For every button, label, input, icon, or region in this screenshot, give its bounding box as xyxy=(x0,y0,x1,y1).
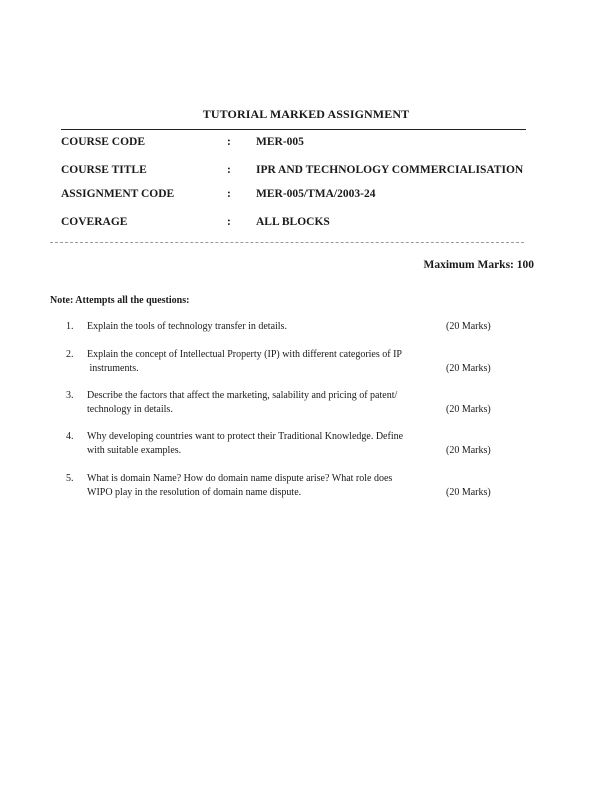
question-line: with suitable examples. xyxy=(87,445,182,456)
question-number: 1. xyxy=(66,321,74,332)
question-line: Why developing countries want to protect their Traditional Knowledge. Define xyxy=(87,431,404,442)
header-rule xyxy=(61,129,526,130)
info-separator: : xyxy=(227,164,231,176)
question-line: instruments. xyxy=(87,363,139,374)
info-label: ASSIGNMENT CODE xyxy=(61,188,175,200)
question-line: WIPO play in the resolution of domain name dispute. xyxy=(87,487,302,498)
question-marks: (20 Marks) xyxy=(446,404,491,415)
question-text xyxy=(87,430,439,458)
question-line: technology in details. xyxy=(87,404,173,415)
question-line: Explain the tools of technology transfer in details. xyxy=(87,321,287,332)
question-line: Explain the concept of Intellectual Property (IP) with different categories of IP xyxy=(87,349,402,360)
info-value: IPR AND TECHNOLOGY COMMERCIALISATION xyxy=(256,164,524,176)
question-text xyxy=(87,348,439,376)
info-value: MER-005 xyxy=(256,136,304,148)
info-separator: : xyxy=(227,216,231,228)
info-row-course-title xyxy=(0,164,612,180)
info-row-course-code xyxy=(0,136,612,152)
info-value: ALL BLOCKS xyxy=(256,216,330,228)
question-number: 5. xyxy=(66,473,74,484)
question-text xyxy=(87,389,439,417)
question-text xyxy=(87,472,439,500)
question-text xyxy=(87,320,439,334)
question-line: Describe the factors that affect the marketing, salability and pricing of patent/ xyxy=(87,390,398,401)
divider-line xyxy=(50,242,524,243)
info-separator: : xyxy=(227,136,231,148)
question-marks: (20 Marks) xyxy=(446,363,491,374)
instructions-note: Note: Attempts all the questions: xyxy=(50,295,190,306)
info-label: COURSE TITLE xyxy=(61,164,147,176)
question-line: What is domain Name? How do domain name dispute arise? What role does xyxy=(87,473,393,484)
question-number: 4. xyxy=(66,431,74,442)
question-number: 2. xyxy=(66,349,74,360)
maximum-marks: Maximum Marks: 100 xyxy=(423,259,534,271)
info-row-coverage xyxy=(0,216,612,232)
info-separator: : xyxy=(227,188,231,200)
question-marks: (20 Marks) xyxy=(446,487,491,498)
question-marks: (20 Marks) xyxy=(446,445,491,456)
page-title: TUTORIAL MARKED ASSIGNMENT xyxy=(202,107,410,121)
info-label: COVERAGE xyxy=(61,216,128,228)
info-value: MER-005/TMA/2003-24 xyxy=(256,188,376,200)
question-number: 3. xyxy=(66,390,74,401)
info-row-assignment-code xyxy=(0,188,612,204)
info-label: COURSE CODE xyxy=(61,136,146,148)
question-marks: (20 Marks) xyxy=(446,321,491,332)
